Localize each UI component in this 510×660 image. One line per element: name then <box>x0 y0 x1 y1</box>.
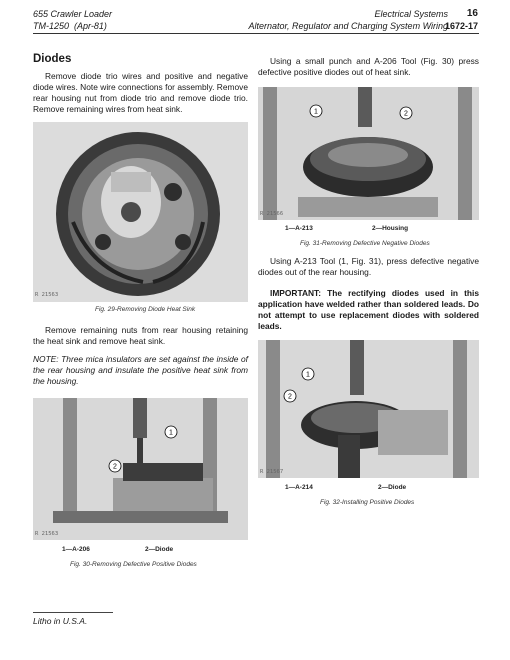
note-mica-insulators: NOTE: Three mica insulators are set against the inside of the rear housing and insulate the positive heat sink from the housing. <box>33 354 248 386</box>
figure-31-photo-id: R 21566 <box>260 211 284 217</box>
figure-32-legend-1: 1—A-214 <box>285 484 313 491</box>
section-number: 1672-17 <box>444 21 478 31</box>
figure-30-photo <box>33 398 248 540</box>
figure-30-callout-1: 1 <box>169 429 173 437</box>
figure-30-photo-id: R 21563 <box>35 531 59 537</box>
important-welded-leads: IMPORTANT: The rectifying diodes used in this application have welded rather than soldered leads. Do not attempt to use replacement diodes with soldered leads. <box>258 288 479 331</box>
footer-rule <box>33 612 113 613</box>
page-number: 16 <box>466 8 478 19</box>
figure-32-photo-id: R 21567 <box>260 469 284 475</box>
paragraph-remove-trio: Remove diode trio wires and positive and negative diode wires. Note wire connections for assembly. Remove rear housing nut from diode trio and remove diode trio. Remove remaining wires from heat sink. <box>33 71 248 114</box>
figure-31-illustration <box>258 87 479 220</box>
manual-title: 655 Crawler Loader <box>33 9 113 19</box>
paragraph-press-negative: Using A-213 Tool (1, Fig. 31), press defective negative diodes out of the rear housing. <box>258 256 479 277</box>
figure-30-illustration <box>33 398 248 540</box>
figure-29-caption: Fig. 29-Removing Diode Heat Sink <box>95 306 196 313</box>
figure-30-legend-2: 2—Diode <box>145 546 174 553</box>
header-rule <box>33 33 479 34</box>
figure-31-callout-1: 1 <box>314 108 318 116</box>
subsystem-title: Alternator, Regulator and Charging System Wiring <box>248 21 448 31</box>
figure-30-legend-1: 1—A-206 <box>62 546 90 553</box>
figure-29-photo <box>33 122 248 302</box>
paragraph-press-positive: Using a small punch and A-206 Tool (Fig. 30) press defective positive diodes out of heat sink. <box>258 56 479 77</box>
tm-number <box>33 21 107 31</box>
figure-32-callout-2: 2 <box>288 393 292 401</box>
figure-32-callout-1: 1 <box>306 371 310 379</box>
figure-32-legend-2: 2—Diode <box>378 484 407 491</box>
figure-31-callout-2: 2 <box>404 110 408 118</box>
figure-32-illustration <box>258 340 479 478</box>
footer-litho: Litho in U.S.A. <box>33 616 88 626</box>
tm-date: (Apr-81) <box>74 21 107 31</box>
figure-31-photo <box>258 87 479 220</box>
figure-30-caption: Fig. 30-Removing Defective Positive Diodes <box>70 561 197 568</box>
system-title: Electrical Systems <box>374 9 448 19</box>
figure-31-caption: Fig. 31-Removing Defective Negative Diodes <box>300 240 430 247</box>
figure-31-legend-1: 1—A-213 <box>285 225 313 232</box>
tm-id: TM-1250 <box>33 21 70 31</box>
figure-32-photo <box>258 340 479 478</box>
section-title: Diodes <box>33 53 72 65</box>
figure-30-callout-2: 2 <box>113 463 117 471</box>
paragraph-remove-heat-sink: Remove remaining nuts from rear housing retaining the heat sink and remove heat sink. <box>33 325 248 346</box>
figure-29-photo-id: R 21563 <box>35 292 59 298</box>
figure-31-legend-2: 2—Housing <box>372 225 409 232</box>
figure-32-caption: Fig. 32-Installing Positive Diodes <box>320 499 415 506</box>
figure-29-illustration <box>33 122 248 302</box>
